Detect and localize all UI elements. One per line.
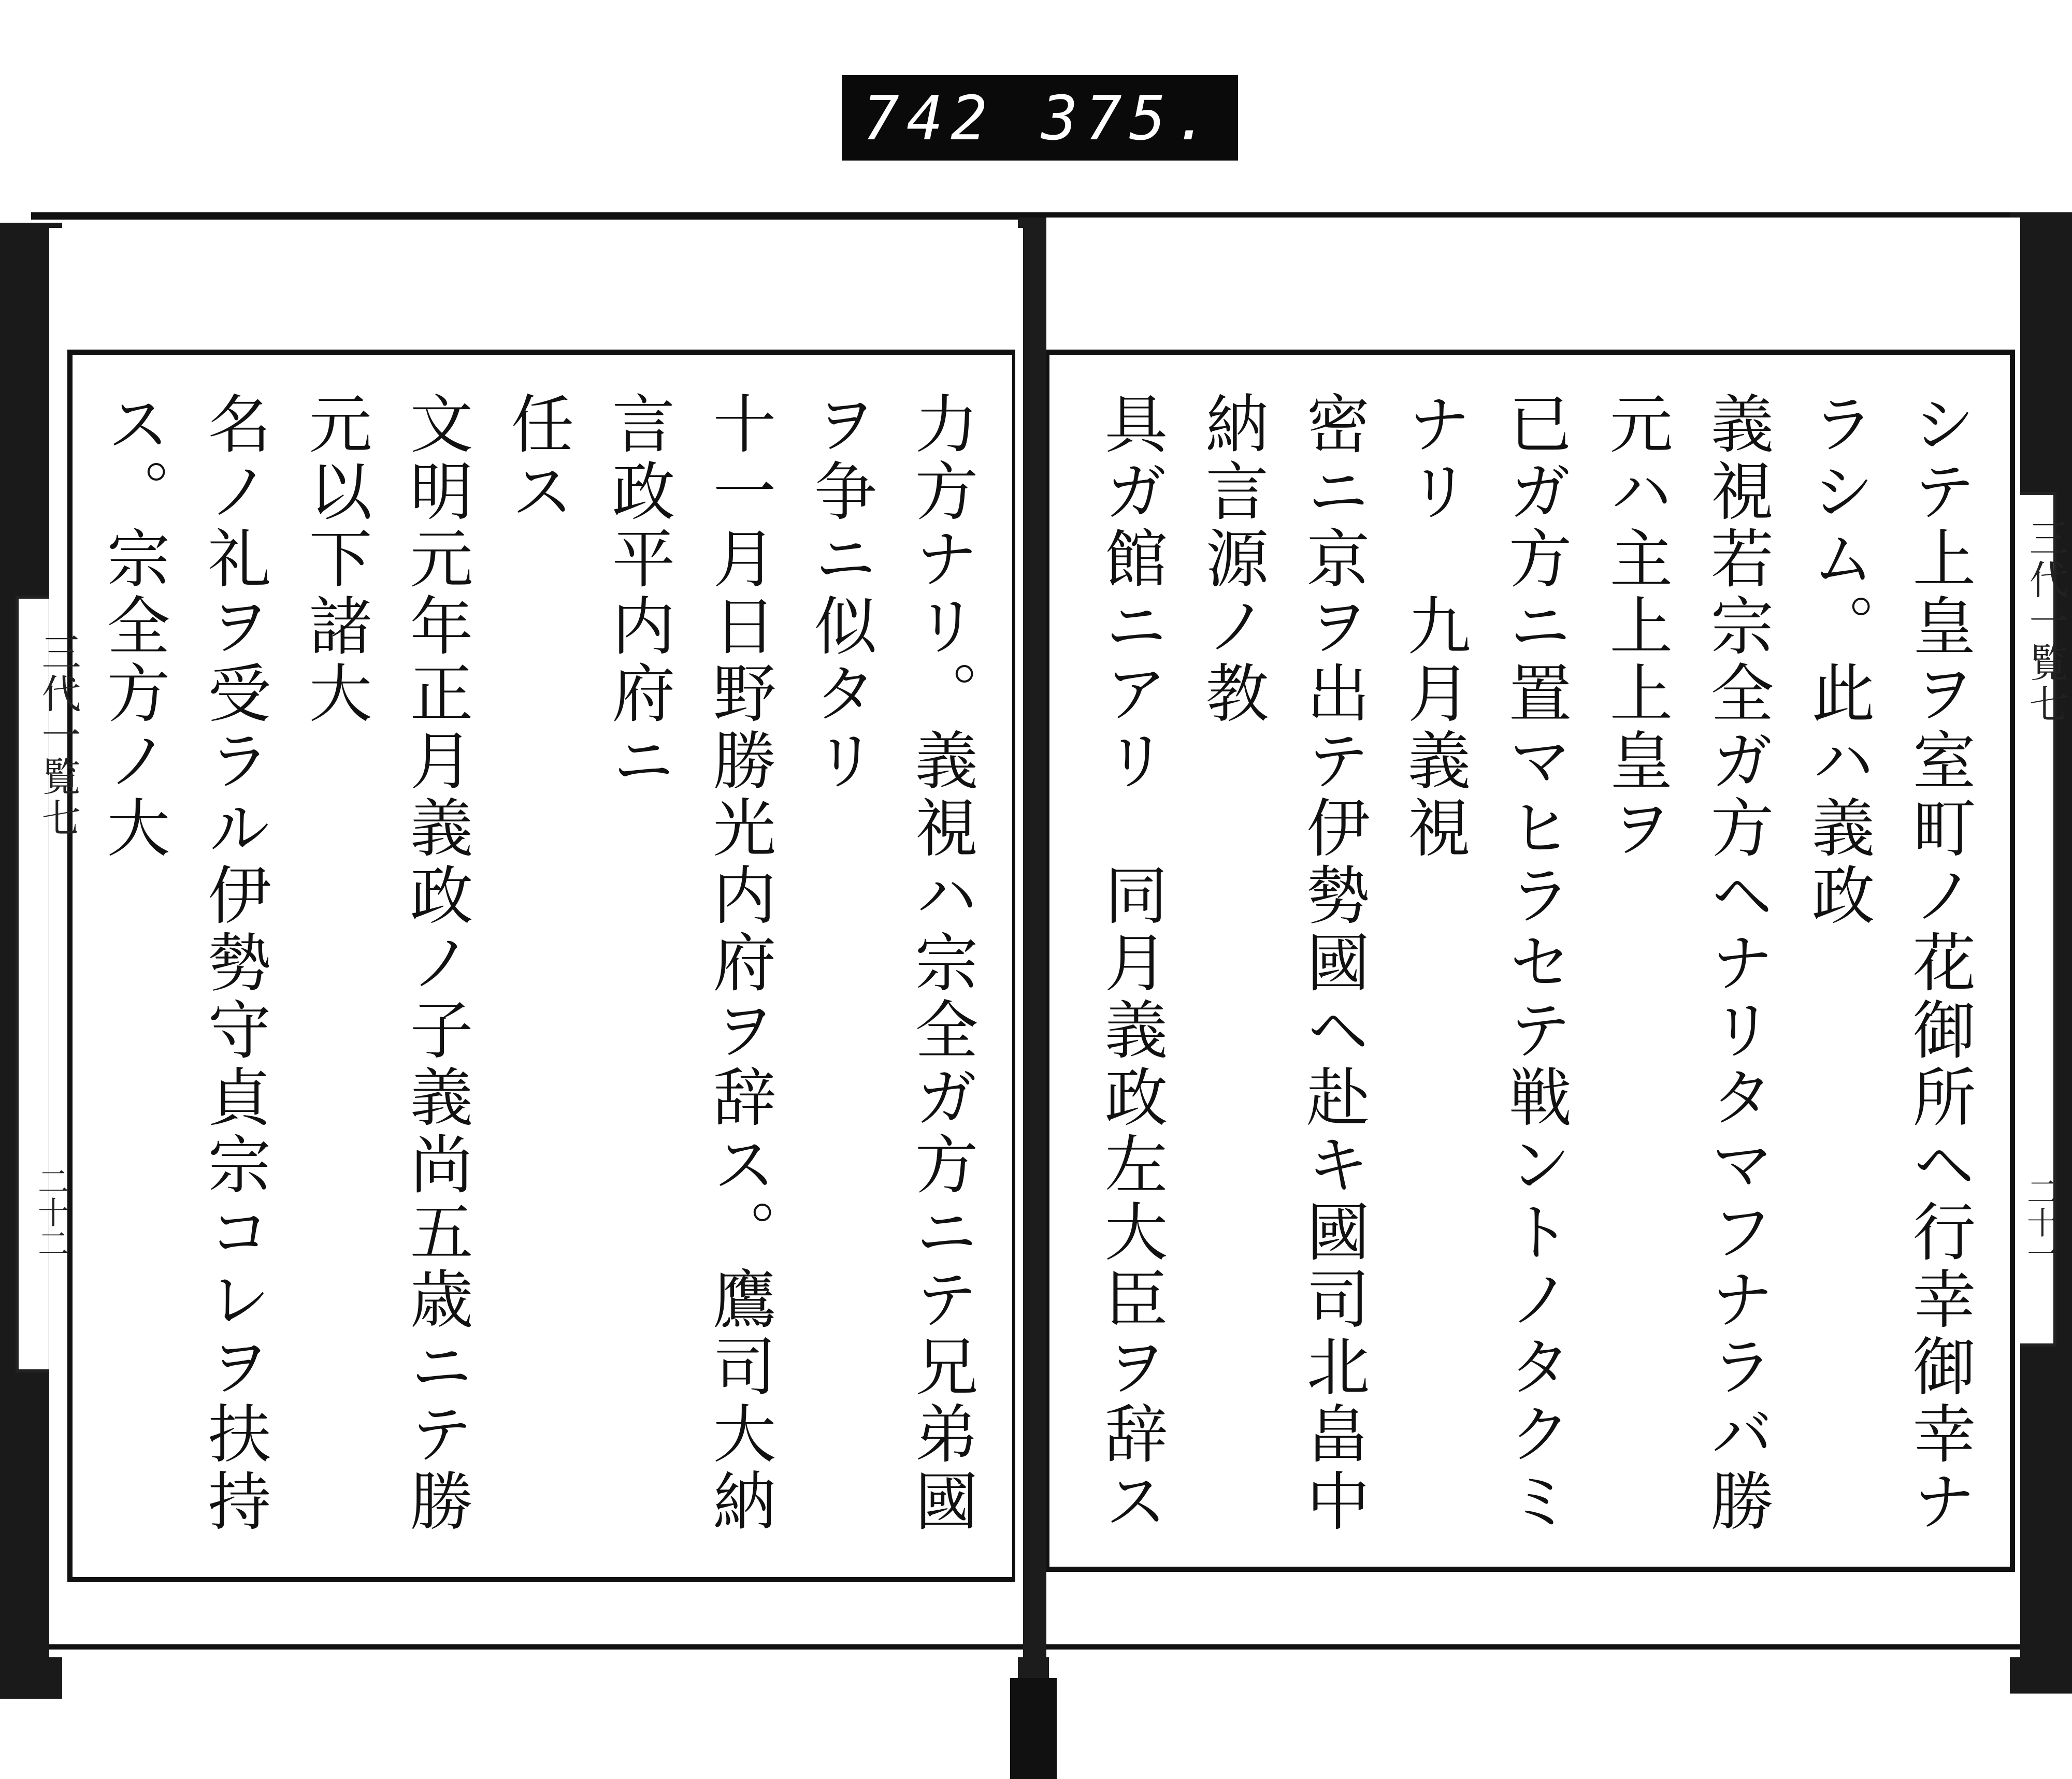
right-page-frame bbox=[1046, 350, 2015, 1572]
left-page-bottom-edge bbox=[49, 1644, 1023, 1650]
catalog-number-left: 742 bbox=[862, 82, 995, 154]
right-page-bottom-edge bbox=[1046, 1644, 2020, 1650]
catalog-number-tag bbox=[842, 75, 1238, 161]
text-column: シテ上皇ヲ室町ノ花御所ヘ行幸御幸ナラシム。此ハ義政 bbox=[1801, 391, 1976, 1536]
left-page-text bbox=[93, 391, 991, 1546]
text-column: 文明元年正月義政ノ子義尚五歳ニテ勝元以下諸大 bbox=[298, 391, 473, 1536]
text-column: 任ス bbox=[500, 391, 574, 526]
text-column: 已ガ方ニ置マヒラセテ戦ントノタクミナリ 九月義視 bbox=[1397, 391, 1572, 1536]
text-column: 密ニ京ヲ出テ伊勢國ヘ赴キ國司北畠中納言源ノ教 bbox=[1195, 391, 1370, 1536]
right-page-text bbox=[1070, 391, 1989, 1536]
catalog-number-right: 375. bbox=[1041, 82, 1217, 154]
left-page bbox=[49, 228, 1023, 1657]
right-page bbox=[1046, 218, 2020, 1657]
left-page-frame bbox=[67, 350, 1015, 1582]
text-column bbox=[1070, 391, 1080, 1536]
right-folio: 二十一 bbox=[2022, 1176, 2058, 1269]
spine-bottom bbox=[1010, 1678, 1057, 1779]
text-column: 十一月日野勝光内府ヲ辞ス。鷹司大納言政平内府ニ bbox=[601, 391, 776, 1536]
text-column: 義視若宗全ガ方ヘナリタマフナラバ勝元ハ主上上皇ヲ bbox=[1599, 391, 1774, 1536]
right-margin-title: 三代一覧七 bbox=[2023, 518, 2069, 725]
text-column: 具ガ館ニアリ 同月義政左大臣ヲ辞ス bbox=[1094, 391, 1168, 1536]
text-column: 名ノ礼ヲ受ラル伊勢守貞宗コレヲ扶持ス。宗全方ノ大 bbox=[96, 391, 271, 1536]
left-folio: 二十二 bbox=[33, 1165, 69, 1259]
left-margin-title: 三代一覧七 bbox=[35, 632, 81, 839]
text-column: 力方ナリ。義視ハ宗全ガ方ニテ兄弟國ヲ争ニ似タリ bbox=[803, 391, 978, 1536]
